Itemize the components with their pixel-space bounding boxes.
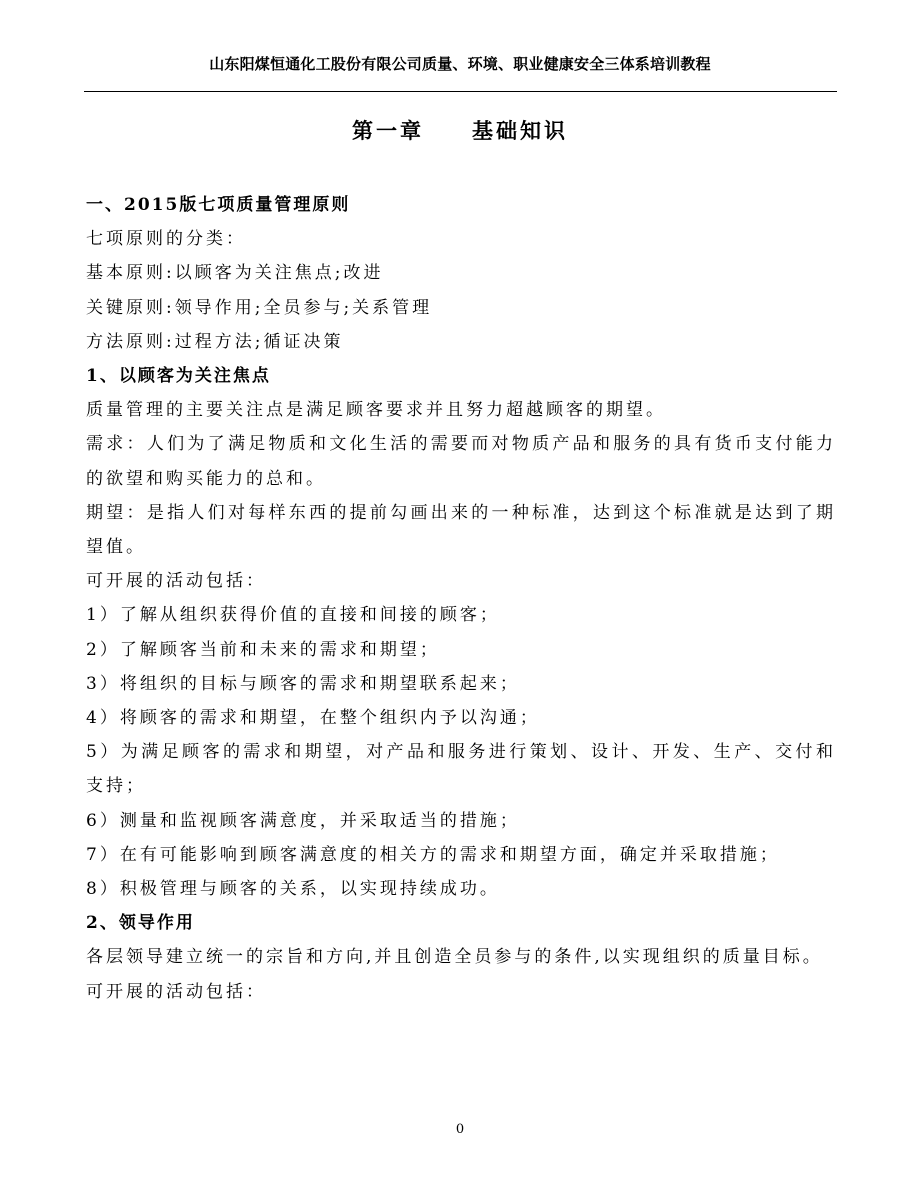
- subsection-heading-leadership: 2、领导作用: [86, 913, 195, 934]
- activities-intro: 可开展的活动包括：: [86, 981, 266, 1002]
- list-item: 8）积极管理与顾客的关系，以实现持续成功。: [86, 879, 500, 900]
- section-heading: 一、2015版七项质量管理原则: [86, 195, 351, 215]
- header-rule: [84, 91, 837, 92]
- list-item: 2）了解顾客当前和未来的需求和期望；: [86, 639, 440, 660]
- subsection-heading-customer-focus: 1、以顾客为关注焦点: [86, 366, 271, 387]
- chapter-title: 第一章 基础知识: [352, 118, 568, 143]
- list-item: 7）在有可能影响到顾客满意度的相关方的需求和期望方面，确定并采取措施；: [86, 844, 780, 865]
- page-number: 0: [455, 1122, 465, 1137]
- demand-definition: 需求：人们为了满足物质和文化生活的需要而对物质产品和服务的具有货币支付能力的欲望和购买能力的总和。: [86, 434, 836, 489]
- list-item: 4）将顾客的需求和期望，在整个组织内予以沟通；: [86, 708, 540, 729]
- leadership-text: 各层领导建立统一的宗旨和方向,并且创造全员参与的条件,以实现组织的质量目标。: [86, 947, 823, 968]
- list-item: 5）为满足顾客的需求和期望，对产品和服务进行策划、设计、开发、生产、交付和支持；: [86, 742, 836, 797]
- running-header: 山东阳煤恒通化工股份有限公司质量、环境、职业健康安全三体系培训教程: [209, 55, 711, 73]
- customer-focus-text: 质量管理的主要关注点是满足顾客要求并且努力超越顾客的期望。: [86, 400, 666, 421]
- list-item: 6）测量和监视顾客满意度，并采取适当的措施；: [86, 810, 520, 831]
- list-item: 3）将组织的目标与顾客的需求和期望联系起来；: [86, 673, 520, 694]
- list-item: 1）了解从组织获得价值的直接和间接的顾客；: [86, 605, 500, 626]
- classification-intro: 七项原则的分类：: [86, 229, 246, 250]
- basic-principles: 基本原则:以顾客为关注焦点;改进: [86, 263, 384, 284]
- expectation-definition: 期望：是指人们对每样东西的提前勾画出来的一种标准，达到这个标准就是达到了期望值。: [86, 502, 836, 558]
- key-principles: 关键原则:领导作用;全员参与;关系管理: [86, 297, 433, 318]
- document-body: [86, 188, 836, 1009]
- method-principles: 方法原则:过程方法;循证决策: [86, 331, 344, 352]
- activities-intro: 可开展的活动包括：: [86, 571, 266, 592]
